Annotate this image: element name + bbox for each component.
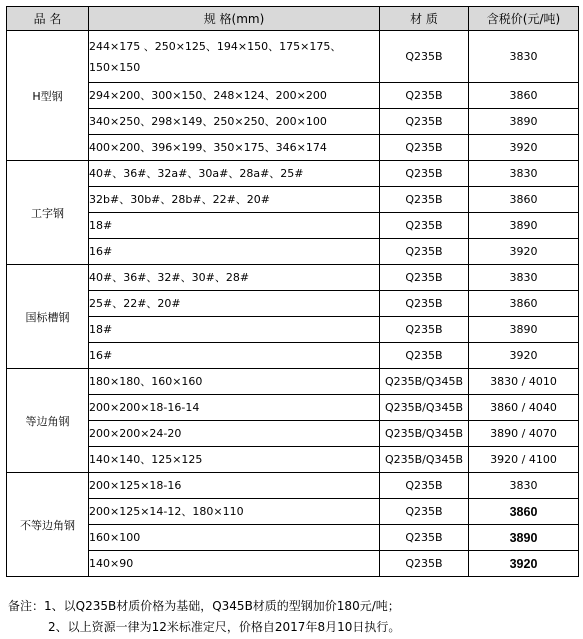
price-cell: 3920 xyxy=(469,343,579,369)
spec-cell: 16# xyxy=(89,343,380,369)
price-cell: 3890 xyxy=(469,317,579,343)
table-row xyxy=(7,473,579,499)
table-row xyxy=(7,109,579,135)
header-spec: 规 格(mm) xyxy=(89,7,380,31)
price-cell: 3860 xyxy=(469,187,579,213)
header-name: 品 名 xyxy=(7,7,89,31)
material-cell: Q235B xyxy=(380,31,469,83)
price-cell: 3920 xyxy=(469,135,579,161)
table-row xyxy=(7,161,579,187)
material-cell: Q235B xyxy=(380,213,469,239)
spec-cell: 200×125×18-16 xyxy=(89,473,380,499)
header-price: 含税价(元/吨) xyxy=(469,7,579,31)
table-row xyxy=(7,395,579,421)
price-cell: 3890 xyxy=(469,213,579,239)
price-cell: 3890 / 4070 xyxy=(469,421,579,447)
table-row xyxy=(7,31,579,83)
header-material: 材 质 xyxy=(380,7,469,31)
table-row xyxy=(7,83,579,109)
material-cell: Q235B xyxy=(380,499,469,525)
price-cell: 3920 xyxy=(469,239,579,265)
price-cell: 3830 xyxy=(469,265,579,291)
table-row xyxy=(7,343,579,369)
table-row xyxy=(7,499,579,525)
spec-cell: 16# xyxy=(89,239,380,265)
material-cell: Q235B xyxy=(380,317,469,343)
category-name: 工字钢 xyxy=(7,161,89,265)
price-cell: 3920 / 4100 xyxy=(469,447,579,473)
table-row xyxy=(7,213,579,239)
price-cell: 3830 xyxy=(469,473,579,499)
table-row xyxy=(7,369,579,395)
table-row xyxy=(7,447,579,473)
material-cell: Q235B/Q345B xyxy=(380,395,469,421)
category-name: H型钢 xyxy=(7,31,89,161)
spec-cell: 32b#、30b#、28b#、22#、20# xyxy=(89,187,380,213)
table-row xyxy=(7,317,579,343)
material-cell: Q235B xyxy=(380,187,469,213)
spec-cell: 18# xyxy=(89,317,380,343)
material-cell: Q235B xyxy=(380,551,469,577)
material-cell: Q235B xyxy=(380,83,469,109)
price-cell: 3860 / 4040 xyxy=(469,395,579,421)
price-cell: 3860 xyxy=(469,499,579,525)
material-cell: Q235B xyxy=(380,343,469,369)
material-cell: Q235B xyxy=(380,239,469,265)
spec-cell: 400×200、396×199、350×175、346×174 xyxy=(89,135,380,161)
spec-cell: 140×140、125×125 xyxy=(89,447,380,473)
price-cell: 3920 xyxy=(469,551,579,577)
spec-cell: 244×175 、250×125、194×150、175×175、150×150 xyxy=(89,31,380,83)
note-line-2: 2、以上资源一律为12米标准定尺，价格自2017年8月10日执行。 xyxy=(48,620,401,634)
table-row xyxy=(7,525,579,551)
spec-cell: 180×180、160×160 xyxy=(89,369,380,395)
spec-cell: 340×250、298×149、250×250、200×100 xyxy=(89,109,380,135)
price-cell: 3860 xyxy=(469,83,579,109)
material-cell: Q235B xyxy=(380,265,469,291)
table-row xyxy=(7,187,579,213)
price-cell: 3860 xyxy=(469,291,579,317)
material-cell: Q235B xyxy=(380,525,469,551)
price-cell: 3890 xyxy=(469,109,579,135)
material-cell: Q235B xyxy=(380,291,469,317)
material-cell: Q235B xyxy=(380,135,469,161)
table-body xyxy=(7,31,579,577)
note-line-1: 备注：1、以Q235B材质价格为基础，Q345B材质的型钢加价180元/吨； xyxy=(8,599,400,613)
category-name: 不等边角钢 xyxy=(7,473,89,577)
table-row xyxy=(7,265,579,291)
category-name: 国标槽钢 xyxy=(7,265,89,369)
table-row xyxy=(7,421,579,447)
spec-cell: 160×100 xyxy=(89,525,380,551)
price-cell: 3830 xyxy=(469,161,579,187)
price-table xyxy=(6,6,579,577)
material-cell: Q235B xyxy=(380,109,469,135)
notes xyxy=(8,596,400,638)
price-cell: 3830 / 4010 xyxy=(469,369,579,395)
material-cell: Q235B xyxy=(380,161,469,187)
table-row xyxy=(7,551,579,577)
material-cell: Q235B xyxy=(380,473,469,499)
table-header-row xyxy=(7,7,579,31)
spec-cell: 40#、36#、32a#、30a#、28a#、25# xyxy=(89,161,380,187)
table-row xyxy=(7,239,579,265)
material-cell: Q235B/Q345B xyxy=(380,369,469,395)
price-cell: 3890 xyxy=(469,525,579,551)
spec-cell: 25#、22#、20# xyxy=(89,291,380,317)
spec-cell: 200×125×14-12、180×110 xyxy=(89,499,380,525)
spec-cell: 40#、36#、32#、30#、28# xyxy=(89,265,380,291)
table-row xyxy=(7,291,579,317)
spec-cell: 200×200×24-20 xyxy=(89,421,380,447)
material-cell: Q235B/Q345B xyxy=(380,421,469,447)
price-cell: 3830 xyxy=(469,31,579,83)
category-name: 等边角钢 xyxy=(7,369,89,473)
material-cell: Q235B/Q345B xyxy=(380,447,469,473)
spec-cell: 18# xyxy=(89,213,380,239)
spec-cell: 140×90 xyxy=(89,551,380,577)
spec-cell: 200×200×18-16-14 xyxy=(89,395,380,421)
spec-cell: 294×200、300×150、248×124、200×200 xyxy=(89,83,380,109)
table-row xyxy=(7,135,579,161)
